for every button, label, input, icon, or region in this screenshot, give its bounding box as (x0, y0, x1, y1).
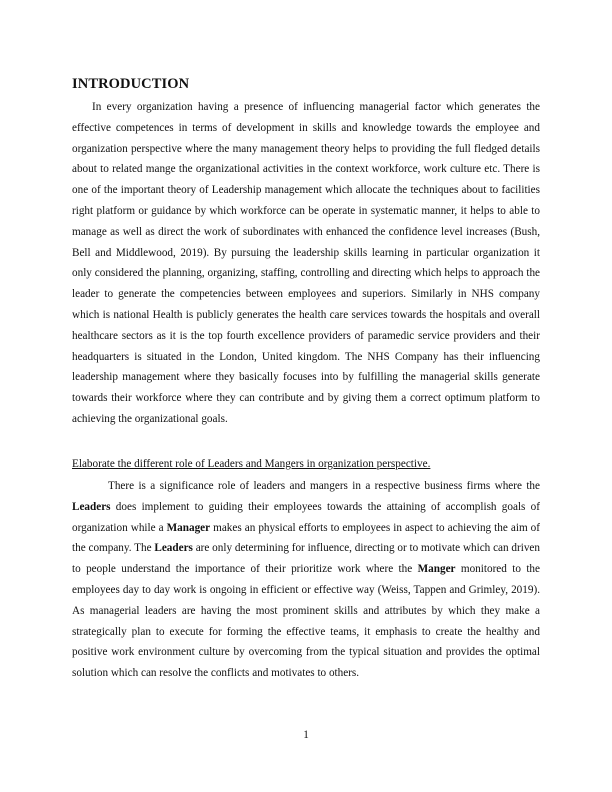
roles-text-1: There is a significance role of leaders and mangers in a respective business firms where the (108, 480, 540, 492)
term-manger: Manger (417, 563, 456, 576)
roles-paragraph (72, 476, 540, 684)
section-heading: INTRODUCTION (72, 76, 190, 92)
subheading: Elaborate the different role of Leaders and Mangers in organization perspective. (72, 458, 431, 470)
intro-paragraph: In every organization having a presence of influencing managerial factor which generates the effective competences in terms of development in skills and knowledge towards the employee and organization perspective where the many management theory helps to providing the full fledged details about to related mange the organizational activities in the context workforce, work culture etc. There is one of the important theory of Leadership management which allocate the techniques about to facilities right platform or guidance by which workforce can be operate in systematic manner, it helps to able to manage as well as direct the work of subordinates with enhanced the confidence level increases (Bush, Bell and Middlewood, 2019). By pursuing the leadership skills learning in particular organization it only considered the planning, organizing, staffing, controlling and directing which helps to approach the leader to generate the competencies between employees and superiors. Similarly in NHS company which is national Health is publicly generates the health care services towards the hospitals and overall healthcare sectors as it is the top fourth excellence providers of paramedic service providers and their headquarters is situated in the London, United kingdom. The NHS Company has their influencing leadership management where they basically focuses into by fulfilling the managerial skills generate towards their workforce where they can contribute and by giving them a correct optimum platform to achieving the organizational goals. (72, 101, 540, 425)
roles-text-5: monitored to the employees day to day work is ongoing in efficient or effective way (Weiss, Tappen and Grimley, 2019). As managerial leaders are having the most prominent skills and attributes by which they make a strategically plan to execute for forming the effective teams, it emphasis to create the healthy and positive work environment culture by overcoming from the typical situation and provides the optimal solution which can resolve the conflicts and motivates to others. (72, 563, 540, 680)
roles-text-4: are only determining for influence, directing or to motivate which can driven to people understand the importance of their prioritize work where the (72, 542, 540, 576)
term-manager: Manager (166, 521, 211, 534)
roles-text-2: does implement to guiding their employees towards the attaining of accomplish goals of organization while a (72, 500, 540, 534)
page-number: 1 (303, 729, 309, 741)
term-leaders-2: Leaders (154, 542, 193, 555)
term-leaders: Leaders (72, 500, 111, 513)
roles-text-3: makes an physical efforts to employees in aspect to achieving the aim of the company. The (72, 521, 540, 555)
